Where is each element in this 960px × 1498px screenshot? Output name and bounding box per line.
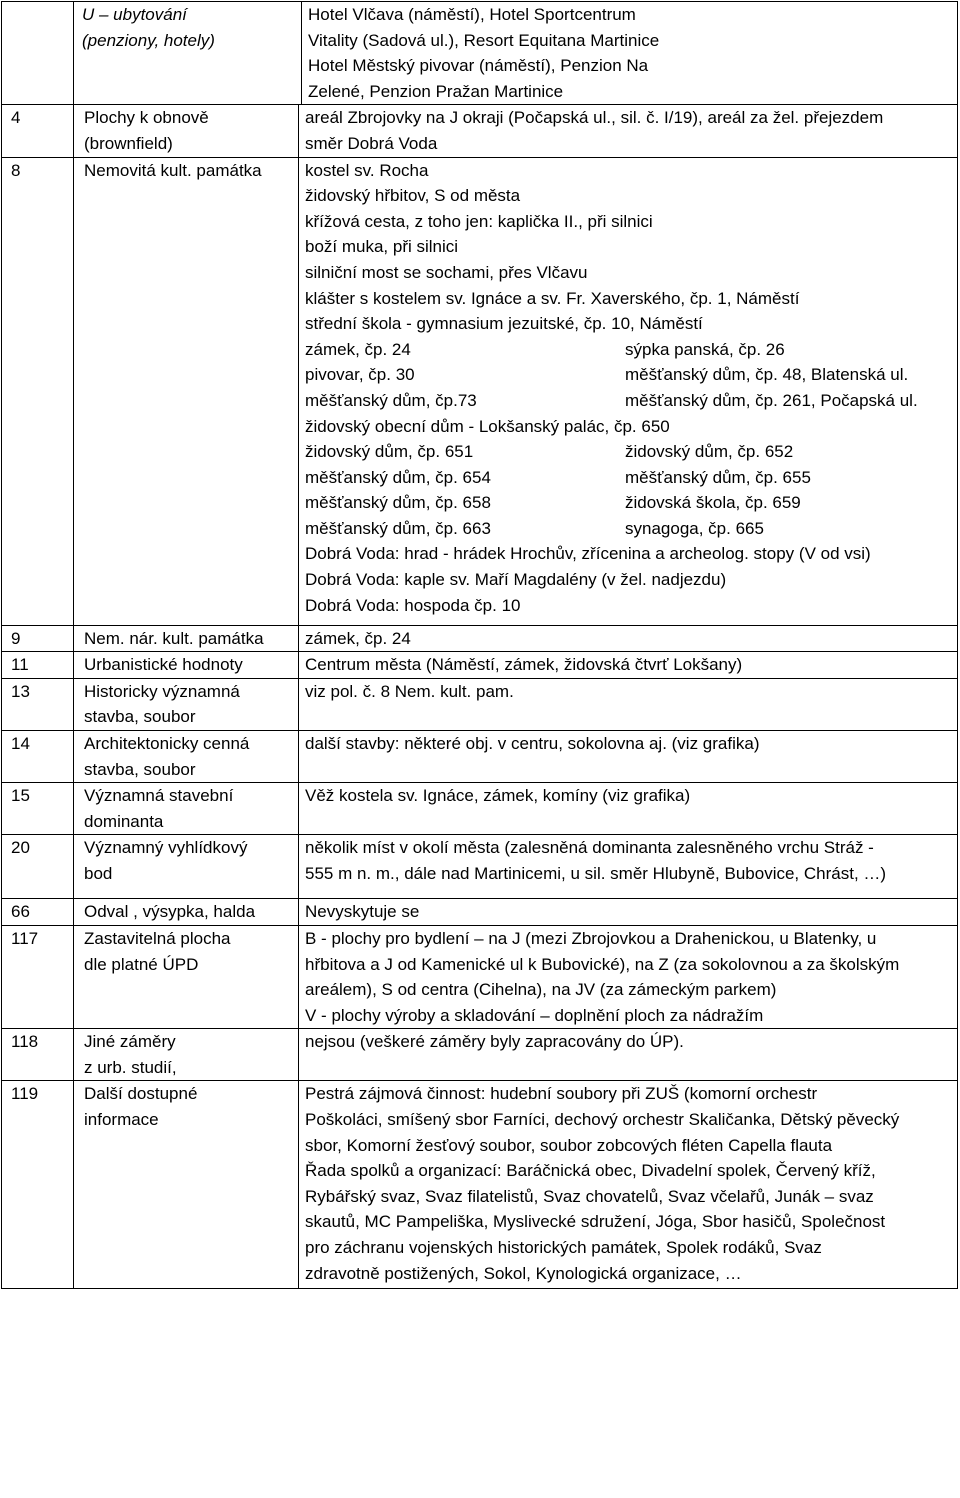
- value-pair: [305, 337, 957, 363]
- row-label: [74, 899, 299, 926]
- table-row: [2, 835, 958, 899]
- row-value: [299, 652, 958, 679]
- table-row: [2, 625, 958, 652]
- table-row: [2, 1081, 958, 1289]
- value-pair-item: měšťanský dům, čp. 654: [305, 467, 491, 487]
- row-number: 117: [2, 925, 74, 1028]
- value-line: pro záchranu vojenských historických památek, Spolek rodáků, Svaz: [305, 1238, 822, 1258]
- row-label-line: dle platné ÚPD: [84, 954, 199, 974]
- value-pair-item: měšťanský dům, čp. 658: [305, 493, 491, 513]
- row-label: [74, 835, 299, 899]
- row-number: 11: [2, 652, 74, 679]
- row-value: [299, 157, 958, 625]
- row-value: [299, 1081, 958, 1289]
- table-row: [2, 2, 958, 105]
- value-pair-item: měšťanský dům, čp. 663: [305, 518, 491, 538]
- value-line: Centrum města (Náměstí, zámek, židovská čtvrť Lokšany): [305, 655, 743, 675]
- row-label-line: Jiné záměry: [84, 1032, 176, 1052]
- row-value: [299, 925, 958, 1028]
- row-label-line: Plochy k obnově: [84, 108, 209, 128]
- table-row: [2, 899, 958, 926]
- value-line: Dobrá Voda: kaple sv. Maří Magdalény (v žel. nadjezdu): [305, 570, 727, 590]
- row-value: [299, 899, 958, 926]
- row-label-line: Další dostupné: [84, 1084, 198, 1104]
- value-line: Řada spolků a organizací: Baráčnická obec, Divadelní spolek, Červený kříž,: [305, 1161, 876, 1181]
- row-number: 119: [2, 1081, 74, 1289]
- table-row: [2, 652, 958, 679]
- value-pair-item: měšťanský dům, čp. 48, Blatenská ul.: [625, 365, 909, 385]
- value-line: skautů, MC Pampeliška, Myslivecké sdružení, Jóga, Sbor hasičů, Společnost: [305, 1212, 886, 1232]
- row-label: [74, 105, 299, 157]
- row-label-line: stavba, soubor: [84, 707, 196, 727]
- value-line: areálem), S od centra (Cihelna), na JV (za zámeckým parkem): [305, 980, 777, 1000]
- row-label: [74, 1029, 299, 1081]
- row-value: [299, 730, 958, 782]
- row-number: 4: [2, 105, 74, 157]
- value-pair: [305, 516, 957, 542]
- table-row: [2, 783, 958, 835]
- value-line: zámek, čp. 24: [305, 628, 411, 648]
- value-pair: [305, 490, 957, 516]
- value-pair: [305, 439, 957, 465]
- row-value: [299, 678, 958, 730]
- table-row: [2, 730, 958, 782]
- row-label-line: stavba, soubor: [84, 759, 196, 779]
- cell-number: [2, 2, 74, 105]
- accommodation-label: U – ubytování (penziony, hotely): [82, 5, 215, 50]
- cell-accommodation: [74, 2, 958, 105]
- row-label-line: Zastavitelná plocha: [84, 928, 231, 948]
- value-line: zdravotně postižených, Sokol, Kynologická organizace, …: [305, 1263, 742, 1283]
- row-label-line: Odval , výsypka, halda: [84, 902, 256, 922]
- row-value: [299, 835, 958, 899]
- value-line: 555 m n. m., dále nad Martinicemi, u sil. směr Hlubyně, Bubovice, Chrást, …): [305, 863, 887, 883]
- value-line: hřbitova a J od Kamenické ul k Bubovické), na Z (za sokolovnou a za školským: [305, 954, 900, 974]
- row-label-line: informace: [84, 1110, 159, 1130]
- row-value: [299, 105, 958, 157]
- row-label: [74, 678, 299, 730]
- value-pair-item: židovský dům, čp. 651: [305, 442, 474, 462]
- value-line: sbor, Komorní žesťový soubor, soubor zobcových fléten Capella flauta: [305, 1135, 833, 1155]
- row-number: 15: [2, 783, 74, 835]
- row-label-line: dominanta: [84, 811, 164, 831]
- row-label-line: Nem. nár. kult. památka: [84, 628, 264, 648]
- value-pair: [305, 465, 957, 491]
- row-label: [74, 783, 299, 835]
- value-pair-item: zámek, čp. 24: [305, 339, 411, 359]
- row-number: 118: [2, 1029, 74, 1081]
- row-label: [74, 625, 299, 652]
- value-line: Dobrá Voda: hospoda čp. 10: [305, 595, 521, 615]
- row-number: 13: [2, 678, 74, 730]
- row-value: [299, 783, 958, 835]
- row-number: 9: [2, 625, 74, 652]
- row-value: [299, 625, 958, 652]
- value-pair-item: židovská škola, čp. 659: [625, 493, 801, 513]
- value-line: křížová cesta, z toho jen: kaplička II., při silnici: [305, 211, 653, 231]
- table-row: [2, 925, 958, 1028]
- row-label: [74, 652, 299, 679]
- value-pair-item: židovský dům, čp. 652: [625, 442, 794, 462]
- value-pair: [305, 362, 957, 388]
- accommodation-value: Hotel Vlčava (náměstí), Hotel Sportcentrum Vitality (Sadová ul.), Resort Equitana Martinice Hotel Městský pivovar (náměstí), Penzion Na Zelené, Penzion Pražan Martinice: [301, 2, 957, 104]
- value-line: židovský obecní dům - Lokšanský palác, čp. 650: [305, 416, 670, 436]
- row-value: [299, 1029, 958, 1081]
- value-pair-item: pivovar, čp. 30: [305, 365, 415, 385]
- row-label-line: Významná stavební: [84, 786, 234, 806]
- row-label: [74, 925, 299, 1028]
- value-line: střední škola - gymnasium jezuitské, čp. 10, Náměstí: [305, 314, 703, 334]
- value-line: areál Zbrojovky na J okraji (Počapská ul., sil. č. I/19), areál za žel. přejezdem: [305, 108, 884, 128]
- value-pair-item: měšťanský dům, čp.73: [305, 390, 477, 410]
- value-line: Pestrá zájmová činnost: hudební soubory při ZUŠ (komorní orchestr: [305, 1084, 818, 1104]
- table-row: [2, 157, 958, 625]
- row-number: 66: [2, 899, 74, 926]
- row-label-line: z urb. studií,: [84, 1057, 177, 1077]
- value-line: kostel sv. Rocha: [305, 160, 429, 180]
- value-line: Rybářský svaz, Svaz filatelistů, Svaz chovatelů, Svaz včelařů, Junák – svaz: [305, 1186, 874, 1206]
- row-label: [74, 730, 299, 782]
- value-line: nejsou (veškeré záměry byly zapracovány do ÚP).: [305, 1032, 684, 1052]
- row-label-line: (brownfield): [84, 133, 173, 153]
- value-line: Nevyskytuje se: [305, 902, 420, 922]
- table-row: [2, 678, 958, 730]
- table-row: [2, 105, 958, 157]
- row-label-line: Urbanistické hodnoty: [84, 655, 243, 675]
- value-pair-item: sýpka panská, čp. 26: [625, 339, 785, 359]
- attributes-table: [1, 1, 958, 1289]
- row-number: 14: [2, 730, 74, 782]
- value-line: židovský hřbitov, S od města: [305, 186, 521, 206]
- row-number: 8: [2, 157, 74, 625]
- value-pair: [305, 388, 957, 414]
- table-row: [2, 1029, 958, 1081]
- row-label: [74, 157, 299, 625]
- value-line: viz pol. č. 8 Nem. kult. pam.: [305, 681, 514, 701]
- value-line: několik míst v okolí města (zalesněná dominanta zalesněného vrchu Stráž -: [305, 838, 874, 858]
- value-line: další stavby: některé obj. v centru, sokolovna aj. (viz grafika): [305, 733, 760, 753]
- row-label-line: Architektonicky cenná: [84, 733, 250, 753]
- value-line: V - plochy výroby a skladování – doplnění ploch za nádražím: [305, 1005, 764, 1025]
- value-pair-item: měšťanský dům, čp. 655: [625, 467, 811, 487]
- value-line: Věž kostela sv. Ignáce, zámek, komíny (viz grafika): [305, 786, 691, 806]
- value-pair-item: měšťanský dům, čp. 261, Počapská ul.: [625, 390, 918, 410]
- row-label-line: bod: [84, 863, 113, 883]
- value-pair-item: synagoga, čp. 665: [625, 518, 764, 538]
- row-label-line: Historicky významná: [84, 681, 240, 701]
- value-line: Poškoláci, smíšený sbor Farníci, dechový orchestr Skaličanka, Dětský pěvecký: [305, 1110, 900, 1130]
- value-line: směr Dobrá Voda: [305, 133, 438, 153]
- value-line: Dobrá Voda: hrad - hrádek Hrochův, zřícenina a archeolog. stopy (V od vsi): [305, 544, 871, 564]
- row-label-line: Významný vyhlídkový: [84, 838, 248, 858]
- row-number: 20: [2, 835, 74, 899]
- row-label-line: Nemovitá kult. památka: [84, 160, 262, 180]
- row-label: [74, 1081, 299, 1289]
- value-line: boží muka, při silnici: [305, 237, 459, 257]
- value-line: silniční most se sochami, přes Vlčavu: [305, 262, 588, 282]
- value-line: B - plochy pro bydlení – na J (mezi Zbrojovkou a Drahenickou, u Blatenky, u: [305, 928, 877, 948]
- value-line: klášter s kostelem sv. Ignáce a sv. Fr. Xaverského, čp. 1, Náměstí: [305, 288, 800, 308]
